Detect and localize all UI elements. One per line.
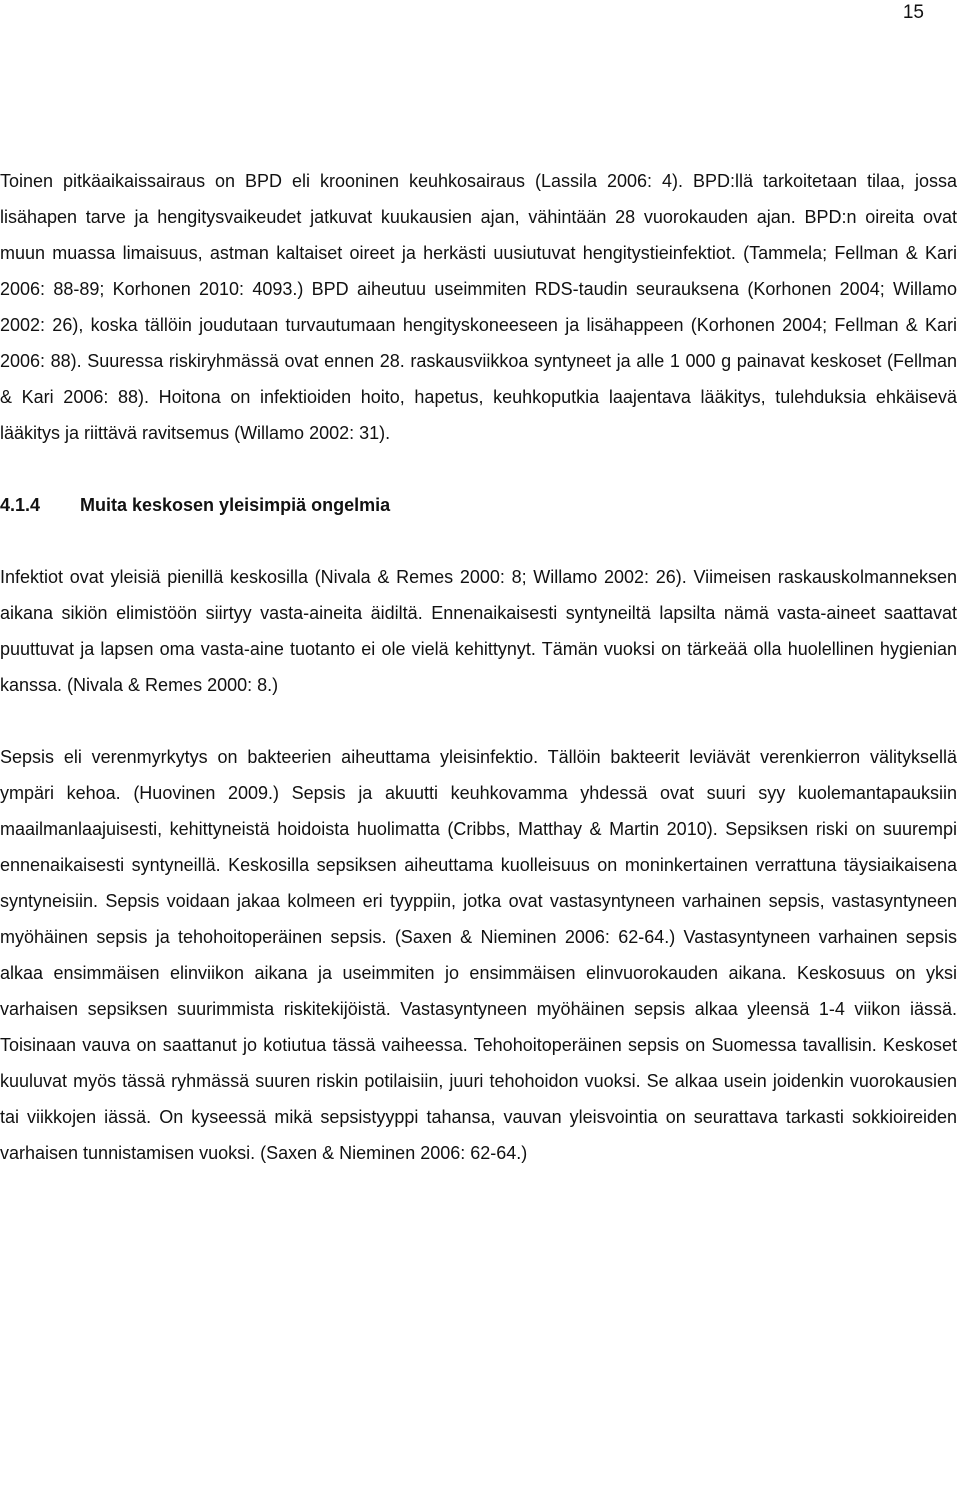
spacer bbox=[0, 703, 957, 739]
paragraph-bpd: Toinen pitkäaikaissairaus on BPD eli krooninen keuhkosairaus (Lassila 2006: 4). BPD:llä tarkoitetaan tilaa, jossa lisähapen tarve ja hengitysvaikeudet jatkuvat kuukausien ajan, vähintään 28 vuorokauden ajan. BPD:n oireita ovat muun muassa limaisuus, astman kaltaiset oireet ja herkästi uusiutuvat hengitystieinfektiot. (Tammela; Fellman & Kari 2006: 88-89; Korhonen 2010: 4093.) BPD aiheutuu useimmiten RDS-taudin seurauksena (Korhonen 2004; Willamo 2002: 26), koska tällöin joudutaan turvautumaan hengityskoneeseen ja lisähappeen (Korhonen 2004; Fellman & Kari 2006: 88). Suuressa riskiryhmässä ovat ennen 28. raskausviikkoa syntyneet ja alle 1 000 g painavat keskoset (Fellman & Kari 2006: 88). Hoitona on infektioiden hoito, hapetus, keuhkoputkia laajentava lääkitys, tulehduksia ehkäisevä lääkitys ja riittävä ravitsemus (Willamo 2002: 31). bbox=[0, 171, 957, 443]
spacer bbox=[0, 451, 957, 487]
body-text bbox=[0, 163, 957, 1171]
spacer bbox=[0, 523, 957, 559]
page-number: 15 bbox=[902, 2, 924, 23]
section-heading bbox=[0, 487, 957, 523]
paragraph-infections: Infektiot ovat yleisiä pienillä keskosilla (Nivala & Remes 2000: 8; Willamo 2002: 26). Viimeisen raskauskolmanneksen aikana sikiön elimistöön siirtyy vasta-aineita äidiltä. Ennenaikaisesti syntyneiltä lapsilta nämä vasta-aineet saattavat puuttuvat ja lapsen oma vasta-aine tuotanto ei ole vielä kehittynyt. Tämän vuoksi on tärkeää olla huolellinen hygienian kanssa. (Nivala & Remes 2000: 8.) bbox=[0, 567, 957, 695]
paragraph-sepsis: Sepsis eli verenmyrkytys on bakteerien aiheuttama yleisinfektio. Tällöin bakteerit leviävät verenkierron välityksellä ympäri kehoa. (Huovinen 2009.) Sepsis ja akuutti keuhkovamma yhdessä ovat suuri syy kuolemantapauksiin maailmanlaajuisesti, kehittyneistä hoidoista huolimatta (Cribbs, Matthay & Martin 2010). Sepsiksen riski on suurempi ennenaikaisesti syntyneillä. Keskosilla sepsiksen aiheuttama kuolleisuus on moninkertainen verrattuna täysiaikaisena syntyneisiin. Sepsis voidaan jakaa kolmeen eri tyyppiin, jotka ovat vastasyntyneen varhainen sepsis, vastasyntyneen myöhäinen sepsis ja tehohoitoperäinen sepsis. (Saxen & Nieminen 2006: 62-64.) Vastasyntyneen varhainen sepsis alkaa ensimmäisen elinviikon aikana ja useimmiten jo ensimmäisen elinvuorokauden aikana. Keskosuus on yksi varhaisen sepsiksen suurimmista riskitekijöistä. Vastasyntyneen myöhäinen sepsis alkaa yleensä 1-4 viikon iässä. Toisinaan vauva on saattanut jo kotiutua tässä vaiheessa. Tehohoitoperäinen sepsis on Suomessa tavallisin. Keskoset kuuluvat myös tässä ryhmässä suuren riskin potilaisiin, juuri tehohoidon vuoksi. Se alkaa usein joidenkin vuorokausien tai viikkojen iässä. On kyseessä mikä sepsistyyppi tahansa, vauvan yleisvointia on seurattava tarkasti sokkioireiden varhaisen tunnistamisen vuoksi. (Saxen & Nieminen 2006: 62-64.) bbox=[0, 747, 957, 1163]
section-title: Muita keskosen yleisimpiä ongelmia bbox=[80, 495, 391, 515]
section-number: 4.1.4 bbox=[0, 495, 41, 515]
